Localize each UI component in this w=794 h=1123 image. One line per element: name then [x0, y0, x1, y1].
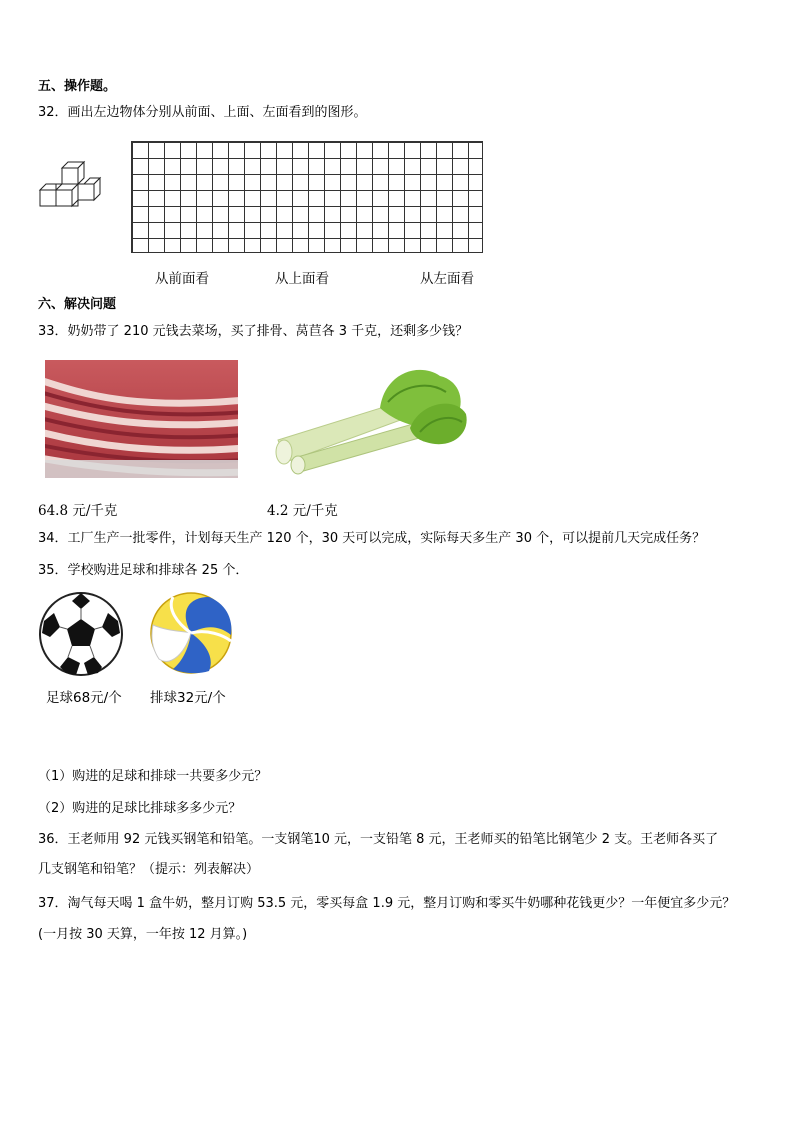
question-34: 34．工厂生产一批零件，计划每天生产 120 个，30 天可以完成，实际每天多生产 30 个，可以提前几天完成任务？: [38, 531, 706, 546]
lettuce-stem-image: [270, 362, 470, 477]
question-36-line-2: 几支钢笔和铅笔？（提示：列表解决）: [38, 862, 260, 877]
volleyball-icon: [149, 591, 233, 675]
question-35-part-1: （1）购进的足球和排球一共要多少元？: [38, 769, 268, 784]
label-top-view: 从上面看: [275, 271, 329, 287]
soccer-price-label: 足球68元/个: [46, 690, 122, 706]
drawing-grid[interactable]: [131, 141, 483, 253]
question-33: 33．奶奶带了 210 元钱去菜场，买了排骨、莴苣各 3 千克，还剩多少钱？: [38, 324, 469, 339]
price-lettuce: 4.2 元/千克: [267, 503, 338, 519]
question-36-line-1: 36．王老师用 92 元钱买钢笔和铅笔。一支钢笔10 元，一支铅笔 8 元，王老师买的铅笔比钢笔少 2 支。王老师各买了: [38, 832, 719, 847]
question-35-part-2: （2）购进的足球比排球多多少元？: [38, 801, 242, 816]
question-32: 32．画出左边物体分别从前面、上面、左面看到的图形。: [38, 105, 367, 120]
question-37-line-2: (一月按 30 天算，一年按 12 月算。): [38, 927, 248, 942]
label-front-view: 从前面看: [155, 271, 209, 287]
soccer-ball-icon: [38, 591, 124, 677]
question-35: 35．学校购进足球和排球各 25 个．: [38, 563, 249, 578]
volleyball-price-label: 排球32元/个: [150, 690, 226, 706]
section-title-6: 六、解决问题: [38, 297, 117, 312]
question-37-line-1: 37．淘气每天喝 1 盒牛奶，整月订购 53.5 元，零买每盒 1.9 元，整月订购和零买牛奶哪种花钱更少？一年便宜多少元？: [38, 896, 736, 911]
section-title-5: 五、操作题。: [38, 79, 117, 94]
pork-ribs-image: [45, 360, 238, 478]
price-ribs: 64.8 元/千克: [38, 503, 118, 519]
cube-stack-figure: [38, 160, 102, 212]
label-left-view: 从左面看: [420, 271, 474, 287]
